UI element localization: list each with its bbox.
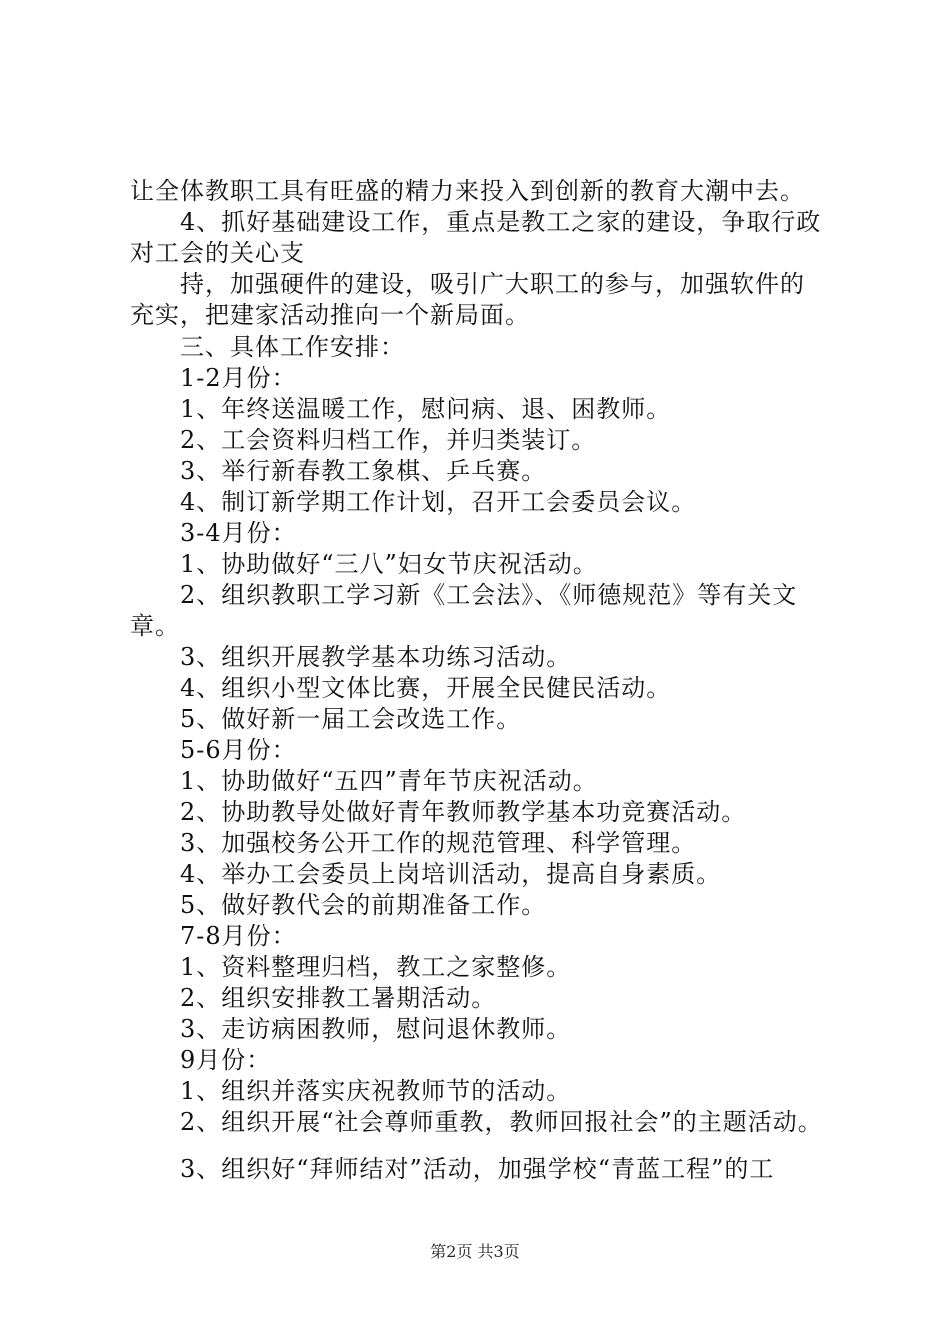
month-heading: 3-4月份：	[180, 519, 297, 547]
list-item: 2、组织安排教工暑期活动。	[180, 984, 497, 1012]
list-item: 1、协助做好“三八”妇女节庆祝活动。	[180, 550, 598, 578]
text-line: 让全体教职工具有旺盛的精力来投入到创新的教育大潮中去。	[130, 177, 805, 205]
list-item: 3、加强校务公开工作的规范管理、科学管理。	[180, 829, 697, 857]
text-line: 充实，把建家活动推向一个新局面。	[130, 301, 530, 329]
list-item: 2、工会资料归档工作，并归类装订。	[180, 426, 597, 454]
text-line: 持，加强硬件的建设，吸引广大职工的参与，加强软件的	[180, 270, 805, 298]
month-heading: 9月份：	[180, 1046, 272, 1074]
list-item: 1、年终送温暖工作，慰问病、退、困教师。	[180, 395, 672, 423]
list-item: 2、协助教导处做好青年教师教学基本功竞赛活动。	[180, 798, 747, 826]
list-item: 1、资料整理归档，教工之家整修。	[180, 953, 572, 981]
text-line: 4、抓好基础建设工作，重点是教工之家的建设，争取行政	[180, 208, 822, 236]
month-heading: 1-2月份：	[180, 364, 297, 392]
text-line: 章。	[130, 612, 180, 640]
list-item: 3、举行新春教工象棋、乒乓赛。	[180, 457, 547, 485]
list-item: 2、组织开展“社会尊师重教，教师回报社会”的主题活动。	[180, 1108, 823, 1136]
text-line: 对工会的关心支	[130, 239, 305, 267]
month-heading: 7-8月份：	[180, 922, 297, 950]
list-item: 4、组织小型文体比赛，开展全民健民活动。	[180, 674, 672, 702]
list-item: 1、协助做好“五四”青年节庆祝活动。	[180, 767, 598, 795]
page-number-footer: 第2页 共3页	[430, 1242, 520, 1261]
list-item: 3、组织开展教学基本功练习活动。	[180, 643, 572, 671]
list-item: 1、组织并落实庆祝教师节的活动。	[180, 1077, 572, 1105]
list-item: 5、做好教代会的前期准备工作。	[180, 891, 547, 919]
section-heading: 三、具体工作安排：	[180, 333, 405, 361]
list-item: 3、组织好“拜师结对”活动，加强学校“青蓝工程”的工	[180, 1155, 775, 1183]
list-item: 5、做好新一届工会改选工作。	[180, 705, 522, 733]
list-item: 2、组织教职工学习新《工会法》、《师德规范》等有关文	[180, 581, 798, 609]
month-heading: 5-6月份：	[180, 736, 297, 764]
list-item: 4、制订新学期工作计划，召开工会委员会议。	[180, 488, 697, 516]
list-item: 4、举办工会委员上岗培训活动，提高自身素质。	[180, 860, 722, 888]
list-item: 3、走访病困教师，慰问退休教师。	[180, 1015, 572, 1043]
